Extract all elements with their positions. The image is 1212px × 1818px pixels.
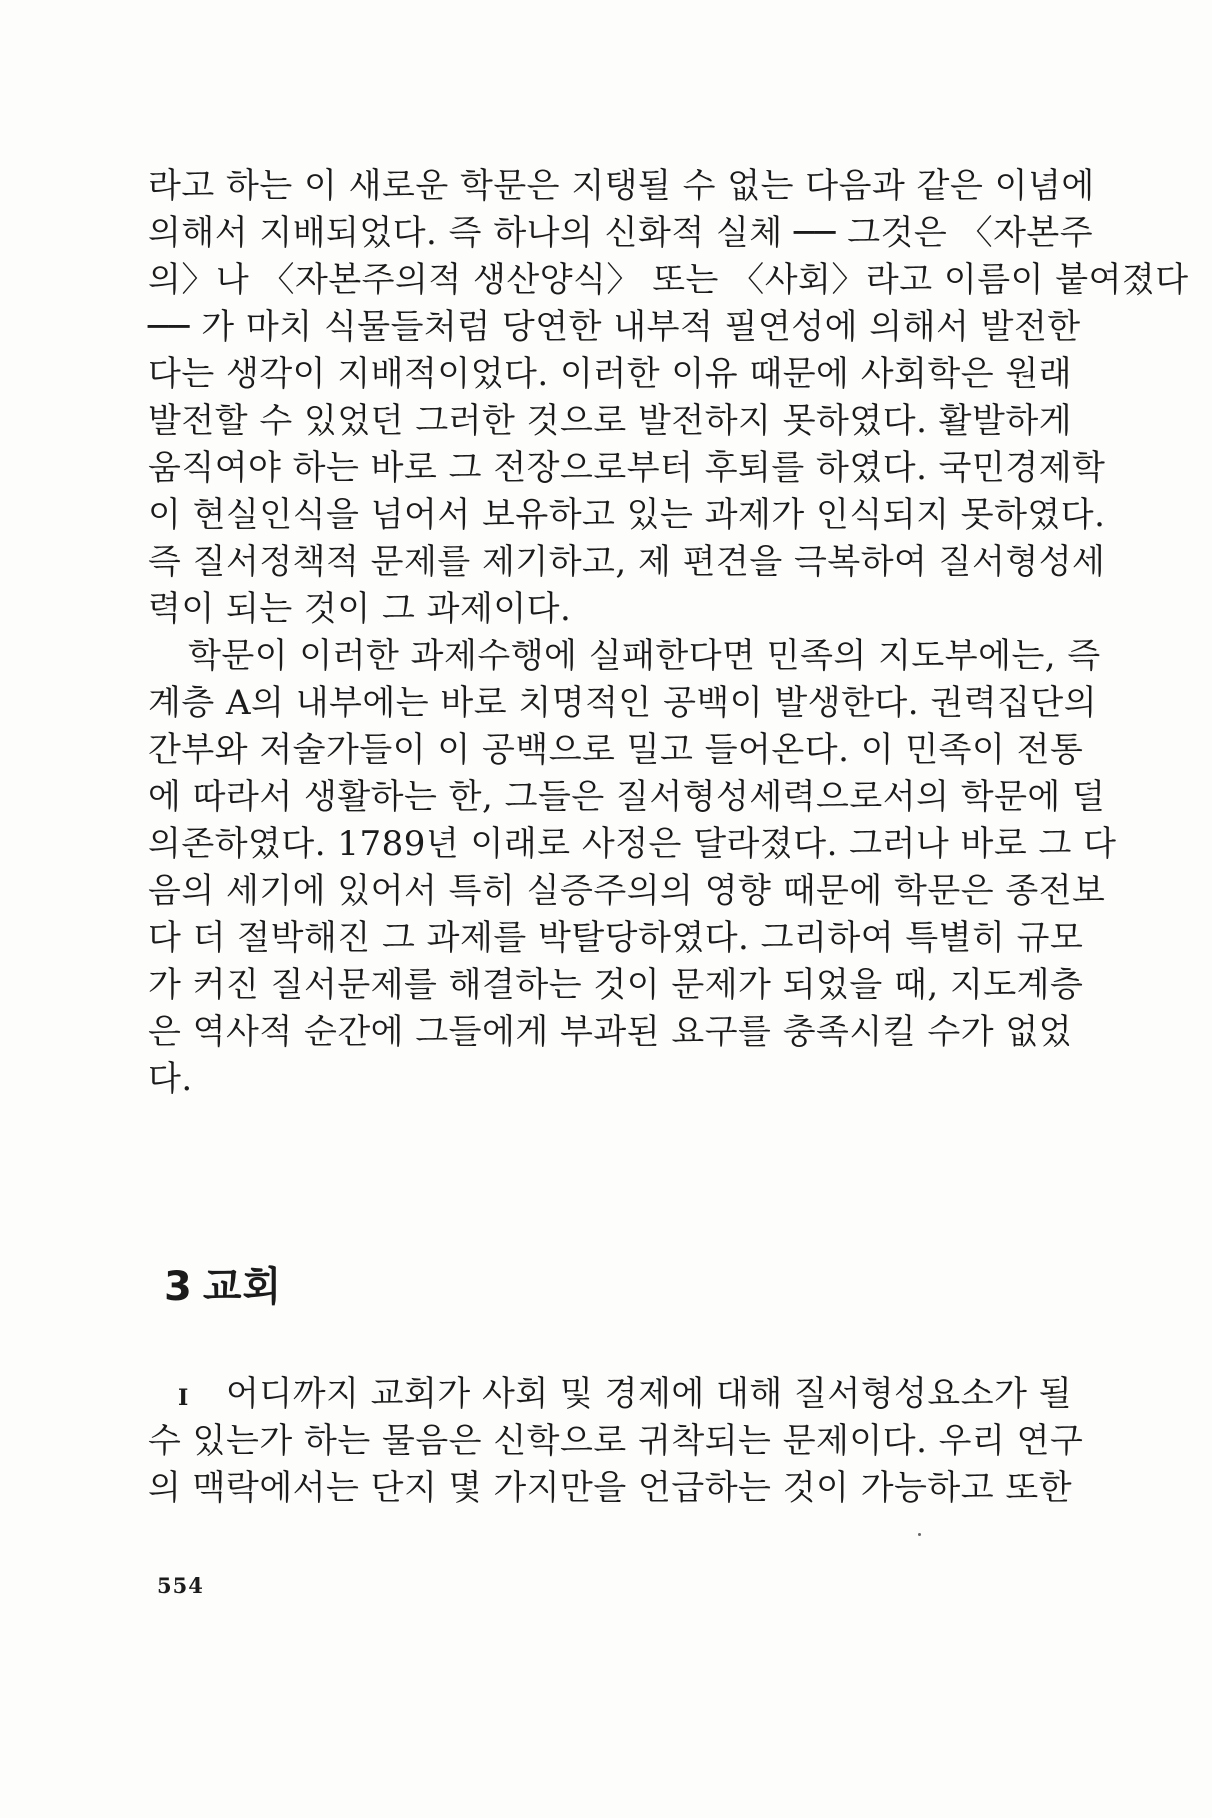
section-first-line: [148, 1371, 1073, 1417]
body-line: 수 있는가 하는 물음은 신학으로 귀착되는 문제이다. 우리 연구: [148, 1421, 1084, 1461]
body-line: 음의 세기에 있어서 특히 실증주의의 영향 때문에 학문은 종전보: [148, 871, 1106, 911]
body-line: 간부와 저술가들이 이 공백으로 밀고 들어온다. 이 민족이 전통: [148, 730, 1084, 770]
body-line: ── 가 마치 식물들처럼 당연한 내부적 필연성에 의해서 발전한: [148, 307, 1081, 347]
page-number: 554: [157, 1573, 204, 1598]
body-line: 움직여야 하는 바로 그 전장으로부터 후퇴를 하였다. 국민경제학: [148, 448, 1106, 488]
section-title: 교회: [202, 1264, 283, 1310]
body-line: 의 맥락에서는 단지 몇 가지만을 언급하는 것이 가능하고 또한: [148, 1468, 1073, 1508]
paragraph-first-line: 학문이 이러한 과제수행에 실패한다면 민족의 지도부에는, 즉: [188, 636, 1101, 676]
body-line: 계층 A의 내부에는 바로 치명적인 공백이 발생한다. 권력집단의: [148, 683, 1098, 723]
section-number: 3: [164, 1264, 193, 1310]
print-speck: [918, 1533, 921, 1536]
section-first-text: 어디까지 교회가 사회 및 경제에 대해 질서형성요소가 될: [226, 1374, 1073, 1414]
section-heading: [164, 1262, 282, 1312]
body-line: 다.: [148, 1059, 193, 1099]
section-paragraph-marker: I: [178, 1385, 189, 1411]
body-line: 의해서 지배되었다. 즉 하나의 신화적 실체 ── 그것은 〈자본주: [148, 213, 1094, 253]
body-line: 가 커진 질서문제를 해결하는 것이 문제가 되었을 때, 지도계층: [148, 965, 1084, 1005]
body-line: 즉 질서정책적 문제를 제기하고, 제 편견을 극복하여 질서형성세: [148, 542, 1106, 582]
body-line: 발전할 수 있었던 그러한 것으로 발전하지 못하였다. 활발하게: [148, 401, 1073, 441]
body-line: 에 따라서 생활하는 한, 그들은 질서형성세력으로서의 학문에 덜: [148, 777, 1106, 817]
body-line: 이 현실인식을 넘어서 보유하고 있는 과제가 인식되지 못하였다.: [148, 495, 1106, 535]
body-line: 력이 되는 것이 그 과제이다.: [148, 589, 572, 629]
body-line: 의〉나 〈자본주의적 생산양식〉 또는 〈사회〉라고 이름이 붙여졌다: [148, 260, 1189, 300]
body-line: 라고 하는 이 새로운 학문은 지탱될 수 없는 다음과 같은 이념에: [148, 166, 1095, 206]
body-line: 다 더 절박해진 그 과제를 박탈당하였다. 그리하여 특별히 규모: [148, 918, 1084, 958]
body-line: 은 역사적 순간에 그들에게 부과된 요구를 충족시킬 수가 없었: [148, 1012, 1073, 1052]
body-line: 의존하였다. 1789년 이래로 사정은 달라졌다. 그러나 바로 그 다: [148, 824, 1117, 864]
body-line: 다는 생각이 지배적이었다. 이러한 이유 때문에 사회학은 원래: [148, 354, 1073, 394]
